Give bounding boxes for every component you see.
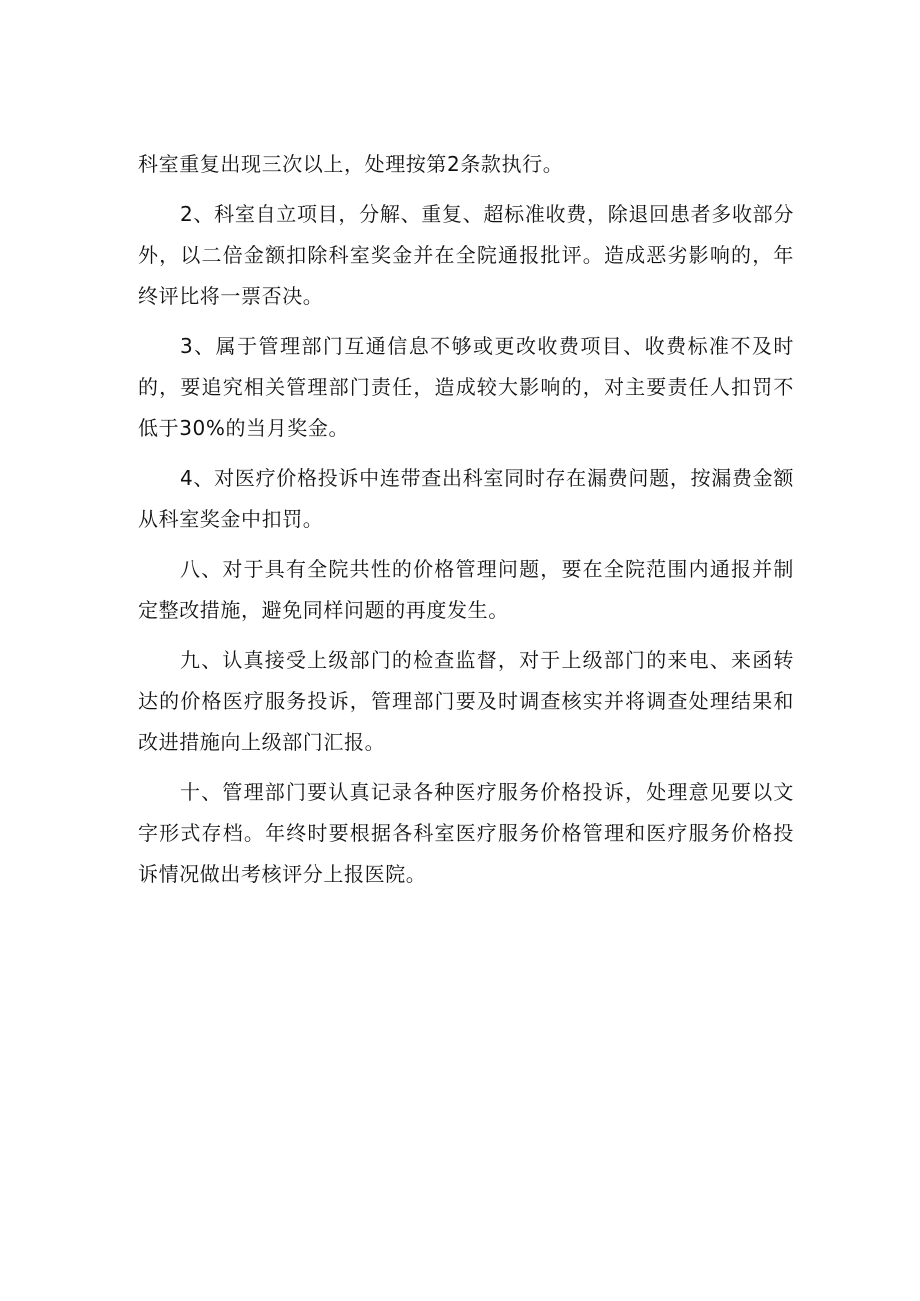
paragraph-continuation: 科室重复出现三次以上，处理按第2条款执行。 (138, 152, 564, 176)
paragraph-section-10: 十、管理部门要认真记录各种医疗服务价格投诉，处理意见要以文字形式存档。年终时要根据各科室医疗服务价格管理和医疗服务价格投诉情况做出考核评分上报医院。 (138, 780, 794, 886)
document-body (138, 144, 794, 904)
paragraph-section-9: 九、认真接受上级部门的检查监督，对于上级部门的来电、来函转达的价格医疗服务投诉，管理部门要及时调查核实并将调查处理结果和改进措施向上级部门汇报。 (138, 648, 794, 754)
paragraph-item-3: 3、属于管理部门互通信息不够或更改收费项目、收费标准不及时的，要追究相关管理部门责任，造成较大影响的，对主要责任人扣罚不低于30%的当月奖金。 (138, 334, 794, 440)
paragraph-item-4: 4、对医疗价格投诉中连带查出科室同时存在漏费问题，按漏费金额从科室奖金中扣罚。 (138, 466, 794, 531)
paragraph-section-8: 八、对于具有全院共性的价格管理问题，要在全院范围内通报并制定整改措施，避免同样问题的再度发生。 (138, 557, 794, 622)
paragraph-item-2: 2、科室自立项目，分解、重复、超标准收费，除退回患者多收部分外，以二倍金额扣除科室奖金并在全院通报批评。造成恶劣影响的，年终评比将一票否决。 (138, 202, 794, 308)
